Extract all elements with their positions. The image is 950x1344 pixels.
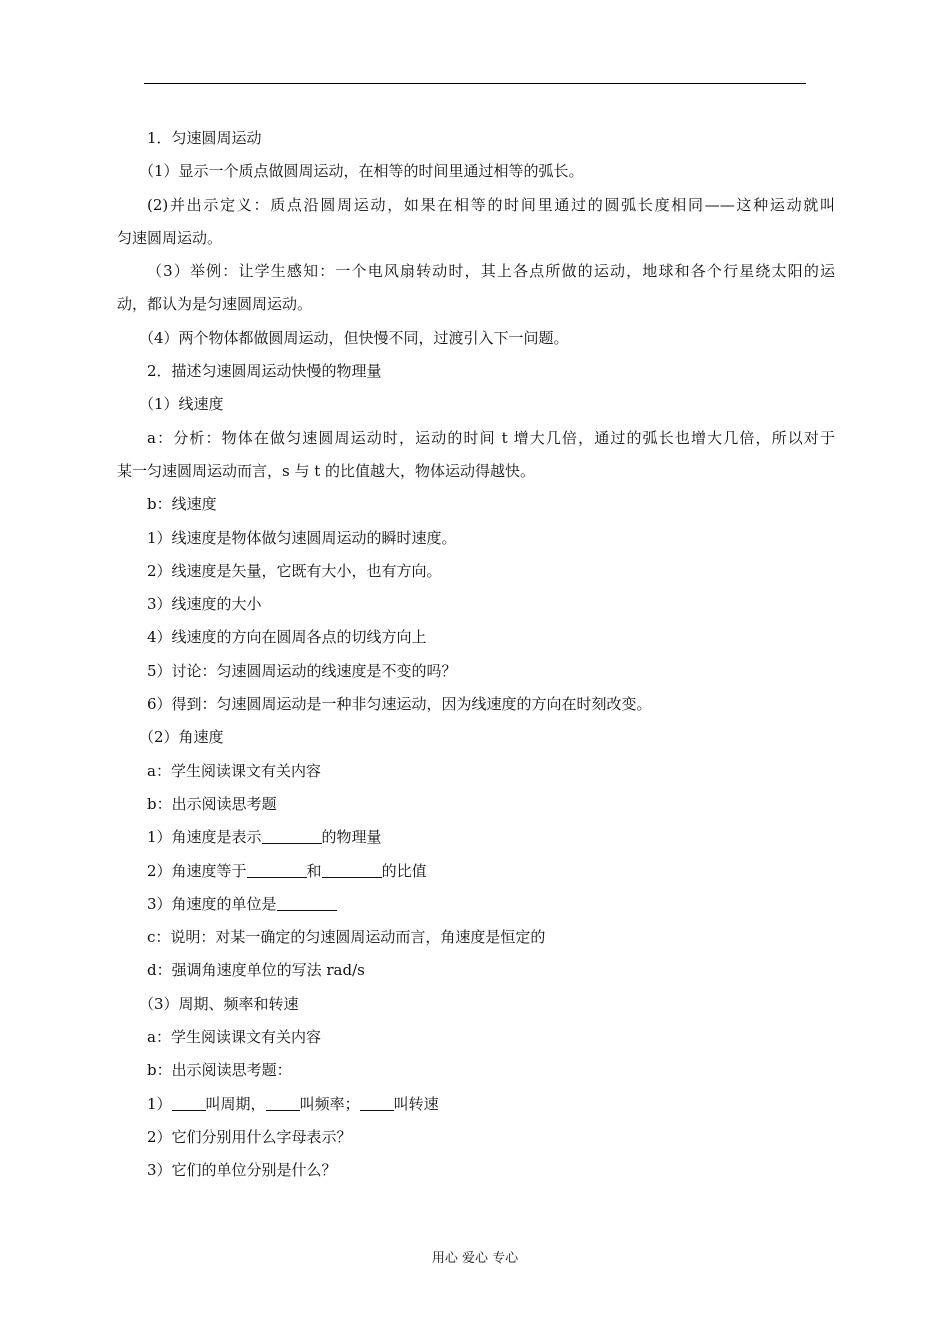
question-text: 叫周期， xyxy=(205,1094,266,1113)
paragraph-line: 4）线速度的方向在圆周各点的切线方向上 xyxy=(147,628,427,647)
paragraph-line: c：说明：对某一确定的匀速圆周运动而言，角速度是恒定的 xyxy=(147,928,546,947)
paragraph-line: 3）它们的单位分别是什么？ xyxy=(147,1161,337,1180)
question-text: 和 xyxy=(306,861,322,880)
question-text: 3）角速度的单位是 xyxy=(147,894,277,913)
answer-blank xyxy=(322,862,382,878)
subsection-heading: （2）角速度 xyxy=(139,728,224,747)
paragraph-line: 动，都认为是匀速圆周运动。 xyxy=(117,295,313,314)
paragraph-line: 2）线速度是矢量，它既有大小，也有方向。 xyxy=(147,561,442,580)
fill-blank-question xyxy=(117,821,835,854)
question-text: 叫转速 xyxy=(393,1094,439,1113)
paragraph-line: 某一匀速圆周运动而言，s 与 t 的比值越大，物体运动得越快。 xyxy=(117,461,536,480)
answer-blank xyxy=(277,895,337,911)
paragraph-line: （4）两个物体都做圆周运动，但快慢不同，过渡引入下一问题。 xyxy=(139,328,569,347)
question-text: 的比值 xyxy=(381,861,427,880)
section-heading-2: 2．描述匀速圆周运动快慢的物理量 xyxy=(147,362,382,381)
paragraph-line: b：线速度 xyxy=(147,495,217,514)
header-rule xyxy=(144,83,806,84)
fill-blank-question xyxy=(117,1088,835,1121)
subsection-heading: （3）周期、频率和转速 xyxy=(139,994,299,1013)
paragraph-line: （3）举例：让学生感知：一个电风扇转动时，其上各点所做的运动，地球和各个行星绕太阳的运 xyxy=(147,262,835,281)
answer-blank xyxy=(360,1095,394,1111)
fill-blank-question xyxy=(117,855,835,888)
answer-blank xyxy=(247,862,307,878)
subsection-heading: （1）线速度 xyxy=(139,395,224,414)
question-text: 叫频率； xyxy=(299,1094,360,1113)
paragraph-line: a：分析：物体在做匀速圆周运动时，运动的时间 t 增大几倍，通过的弧长也增大几倍，所以对于 xyxy=(147,428,835,447)
paragraph-line: d：强调角速度单位的写法 rad/s xyxy=(147,961,365,980)
paragraph-line: 6）得到：匀速圆周运动是一种非匀速运动，因为线速度的方向在时刻改变。 xyxy=(147,695,652,714)
page-footer: 用心 爱心 专心 xyxy=(431,1251,519,1266)
paragraph-line: (2)并出示定义：质点沿圆周运动，如果在相等的时间里通过的圆弧长度相同——这种运动就叫 xyxy=(147,195,835,214)
question-text: 2）角速度等于 xyxy=(147,861,247,880)
paragraph-line: a：学生阅读课文有关内容 xyxy=(147,761,321,780)
question-text: 1）角速度是表示 xyxy=(147,828,262,847)
fill-blank-question xyxy=(117,888,835,921)
section-heading-1: 1．匀速圆周运动 xyxy=(147,129,262,147)
answer-blank xyxy=(172,1095,206,1111)
question-text: 的物理量 xyxy=(321,828,382,847)
paragraph-line: （1）显示一个质点做圆周运动，在相等的时间里通过相等的弧长。 xyxy=(139,162,584,181)
paragraph-line: 1）线速度是物体做匀速圆周运动的瞬时速度。 xyxy=(147,528,457,547)
document-body xyxy=(117,122,835,1188)
question-text: 1） xyxy=(147,1094,172,1113)
paragraph-line: 5）讨论：匀速圆周运动的线速度是不变的吗？ xyxy=(147,661,457,680)
paragraph-line: b：出示阅读思考题： xyxy=(147,1061,292,1080)
answer-blank xyxy=(266,1095,300,1111)
paragraph-line: 2）它们分别用什么字母表示？ xyxy=(147,1127,352,1146)
paragraph-line: b：出示阅读思考题 xyxy=(147,794,277,813)
paragraph-line: 3）线速度的大小 xyxy=(147,595,262,614)
answer-blank xyxy=(262,828,322,844)
paragraph-line: 匀速圆周运动。 xyxy=(117,228,223,247)
paragraph-line: a：学生阅读课文有关内容 xyxy=(147,1028,321,1047)
